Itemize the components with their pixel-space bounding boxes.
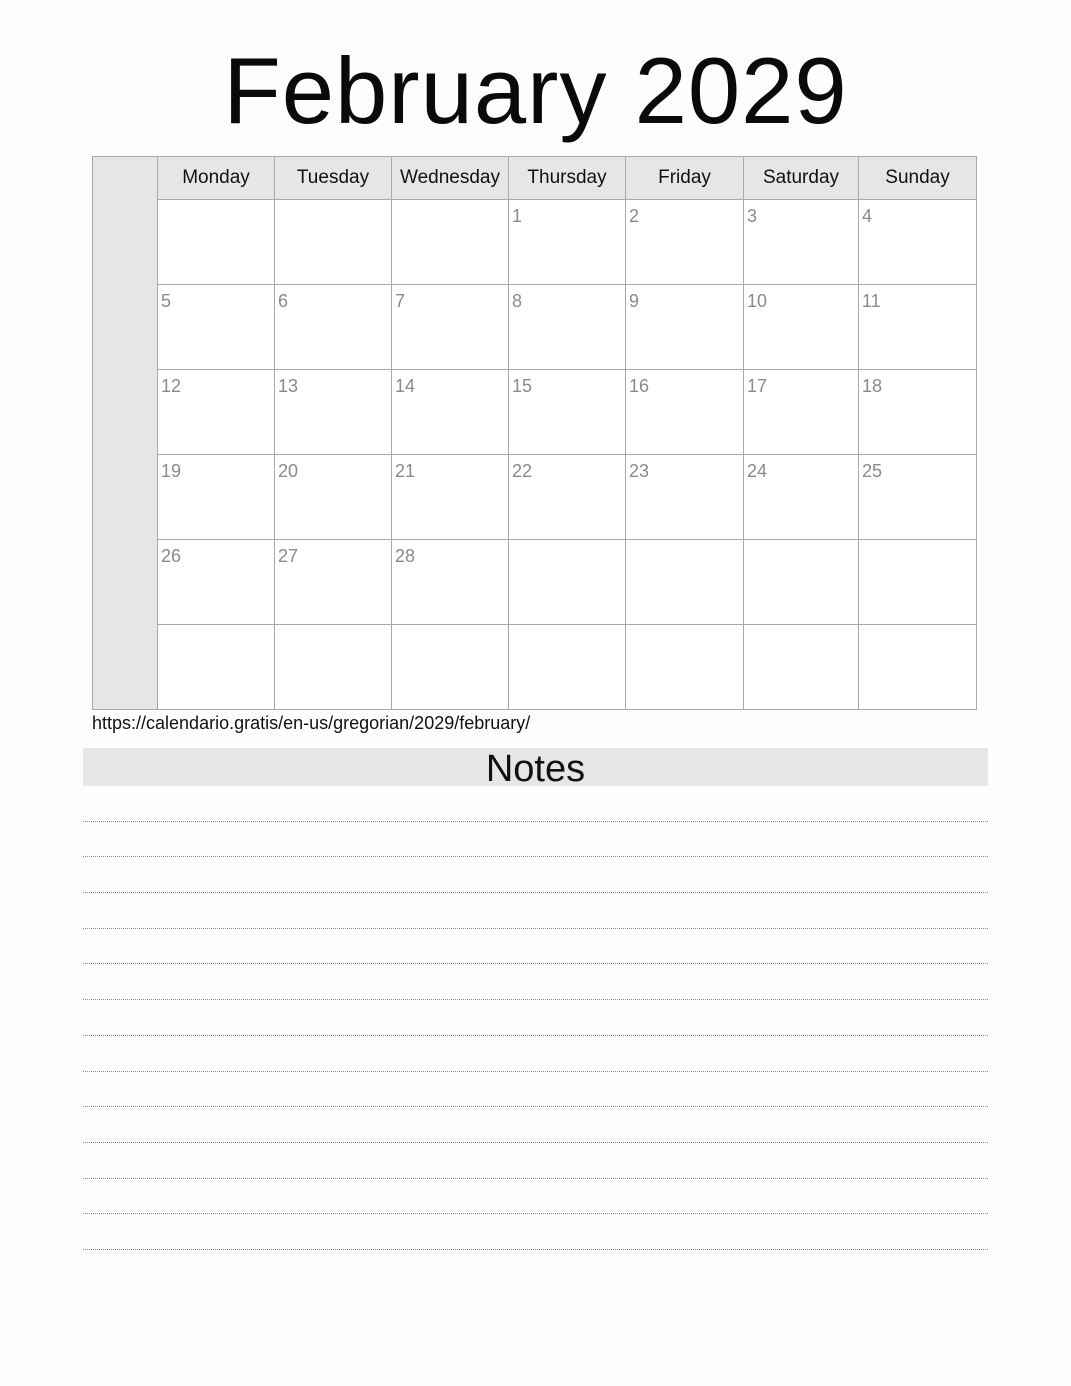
day-cell (509, 370, 626, 454)
day-cell (626, 625, 744, 709)
day-cell (626, 540, 744, 624)
day-number: 10 (747, 291, 768, 311)
note-line (83, 1072, 988, 1108)
day-cell (626, 455, 744, 539)
day-cell (859, 540, 976, 624)
day-number: 8 (512, 291, 523, 311)
week-row (158, 370, 976, 455)
weekday-header: Monday (158, 157, 275, 199)
day-number: 24 (747, 461, 768, 481)
note-line (83, 1214, 988, 1250)
note-line (83, 929, 988, 965)
note-line (83, 1179, 988, 1215)
note-line (83, 964, 988, 1000)
day-cell (859, 200, 976, 284)
day-cell (744, 370, 859, 454)
day-cell (744, 625, 859, 709)
day-number: 18 (862, 376, 883, 396)
day-cell (859, 370, 976, 454)
note-line (83, 893, 988, 929)
day-cell (158, 625, 275, 709)
day-number: 11 (862, 291, 881, 311)
weekday-header: Sunday (885, 167, 950, 188)
day-cell (626, 200, 744, 284)
day-cell (509, 200, 626, 284)
weekday-header: Thursday (509, 157, 626, 199)
day-number: 17 (747, 376, 768, 396)
source-url: https://calendario.gratis/en-us/gregorian/2029/february/ (92, 713, 531, 733)
day-number: 12 (161, 376, 182, 396)
month-calendar (92, 156, 977, 710)
day-cell (158, 200, 275, 284)
day-cell (509, 455, 626, 539)
weekday-header: Tuesday (275, 157, 392, 199)
day-number: 20 (278, 461, 299, 481)
note-line (83, 1107, 988, 1143)
week-row (158, 455, 976, 540)
day-cell (275, 625, 392, 709)
day-number: 5 (161, 291, 172, 311)
day-cell (509, 625, 626, 709)
notes-lines (83, 786, 988, 1250)
note-line (83, 786, 988, 822)
day-number: 14 (395, 376, 416, 396)
day-cell (744, 455, 859, 539)
weekday-header: Saturday (744, 157, 859, 199)
day-cell (626, 285, 744, 369)
day-number: 21 (395, 461, 416, 481)
note-line (83, 1000, 988, 1036)
day-grid (158, 200, 976, 709)
day-cell (392, 200, 509, 284)
day-cell (859, 625, 976, 709)
day-cell (626, 370, 744, 454)
day-cell (509, 285, 626, 369)
day-cell (392, 540, 509, 624)
day-number: 6 (278, 291, 289, 311)
day-cell (392, 370, 509, 454)
day-number: 2 (629, 206, 640, 226)
day-cell (158, 285, 275, 369)
day-number: 23 (629, 461, 650, 481)
week-row (158, 625, 976, 709)
day-number: 16 (629, 376, 650, 396)
day-cell (275, 540, 392, 624)
day-cell (744, 540, 859, 624)
day-cell (744, 285, 859, 369)
day-cell (392, 455, 509, 539)
weekday-header-row (158, 157, 976, 200)
day-cell (859, 285, 976, 369)
day-number: 27 (278, 546, 299, 566)
day-cell (392, 625, 509, 709)
day-cell (158, 540, 275, 624)
note-line (83, 1143, 988, 1179)
day-number: 7 (395, 291, 406, 311)
day-cell (859, 455, 976, 539)
day-cell (158, 455, 275, 539)
day-cell (158, 370, 275, 454)
note-line (83, 822, 988, 858)
week-number-column (93, 157, 158, 709)
week-row (158, 540, 976, 625)
note-line (83, 1036, 988, 1072)
day-number: 19 (161, 461, 182, 481)
day-number: 9 (629, 291, 640, 311)
day-number: 28 (395, 546, 416, 566)
day-cell (275, 285, 392, 369)
day-number: 26 (161, 546, 182, 566)
day-number: 3 (747, 206, 758, 226)
day-number: 22 (512, 461, 533, 481)
weekday-header: Friday (626, 157, 744, 199)
week-row (158, 285, 976, 370)
day-number: 25 (862, 461, 883, 481)
day-cell (509, 540, 626, 624)
day-cell (392, 285, 509, 369)
day-number: 1 (512, 206, 523, 226)
day-cell (275, 200, 392, 284)
weekday-header: Wednesday (392, 157, 509, 199)
day-cell (744, 200, 859, 284)
page-title: February 2029 (223, 38, 848, 143)
day-cell (275, 370, 392, 454)
day-number: 13 (278, 376, 299, 396)
week-row (158, 200, 976, 285)
day-number: 15 (512, 376, 533, 396)
note-line (83, 857, 988, 893)
day-number: 4 (862, 206, 873, 226)
notes-title: Notes (83, 748, 988, 786)
day-cell (275, 455, 392, 539)
